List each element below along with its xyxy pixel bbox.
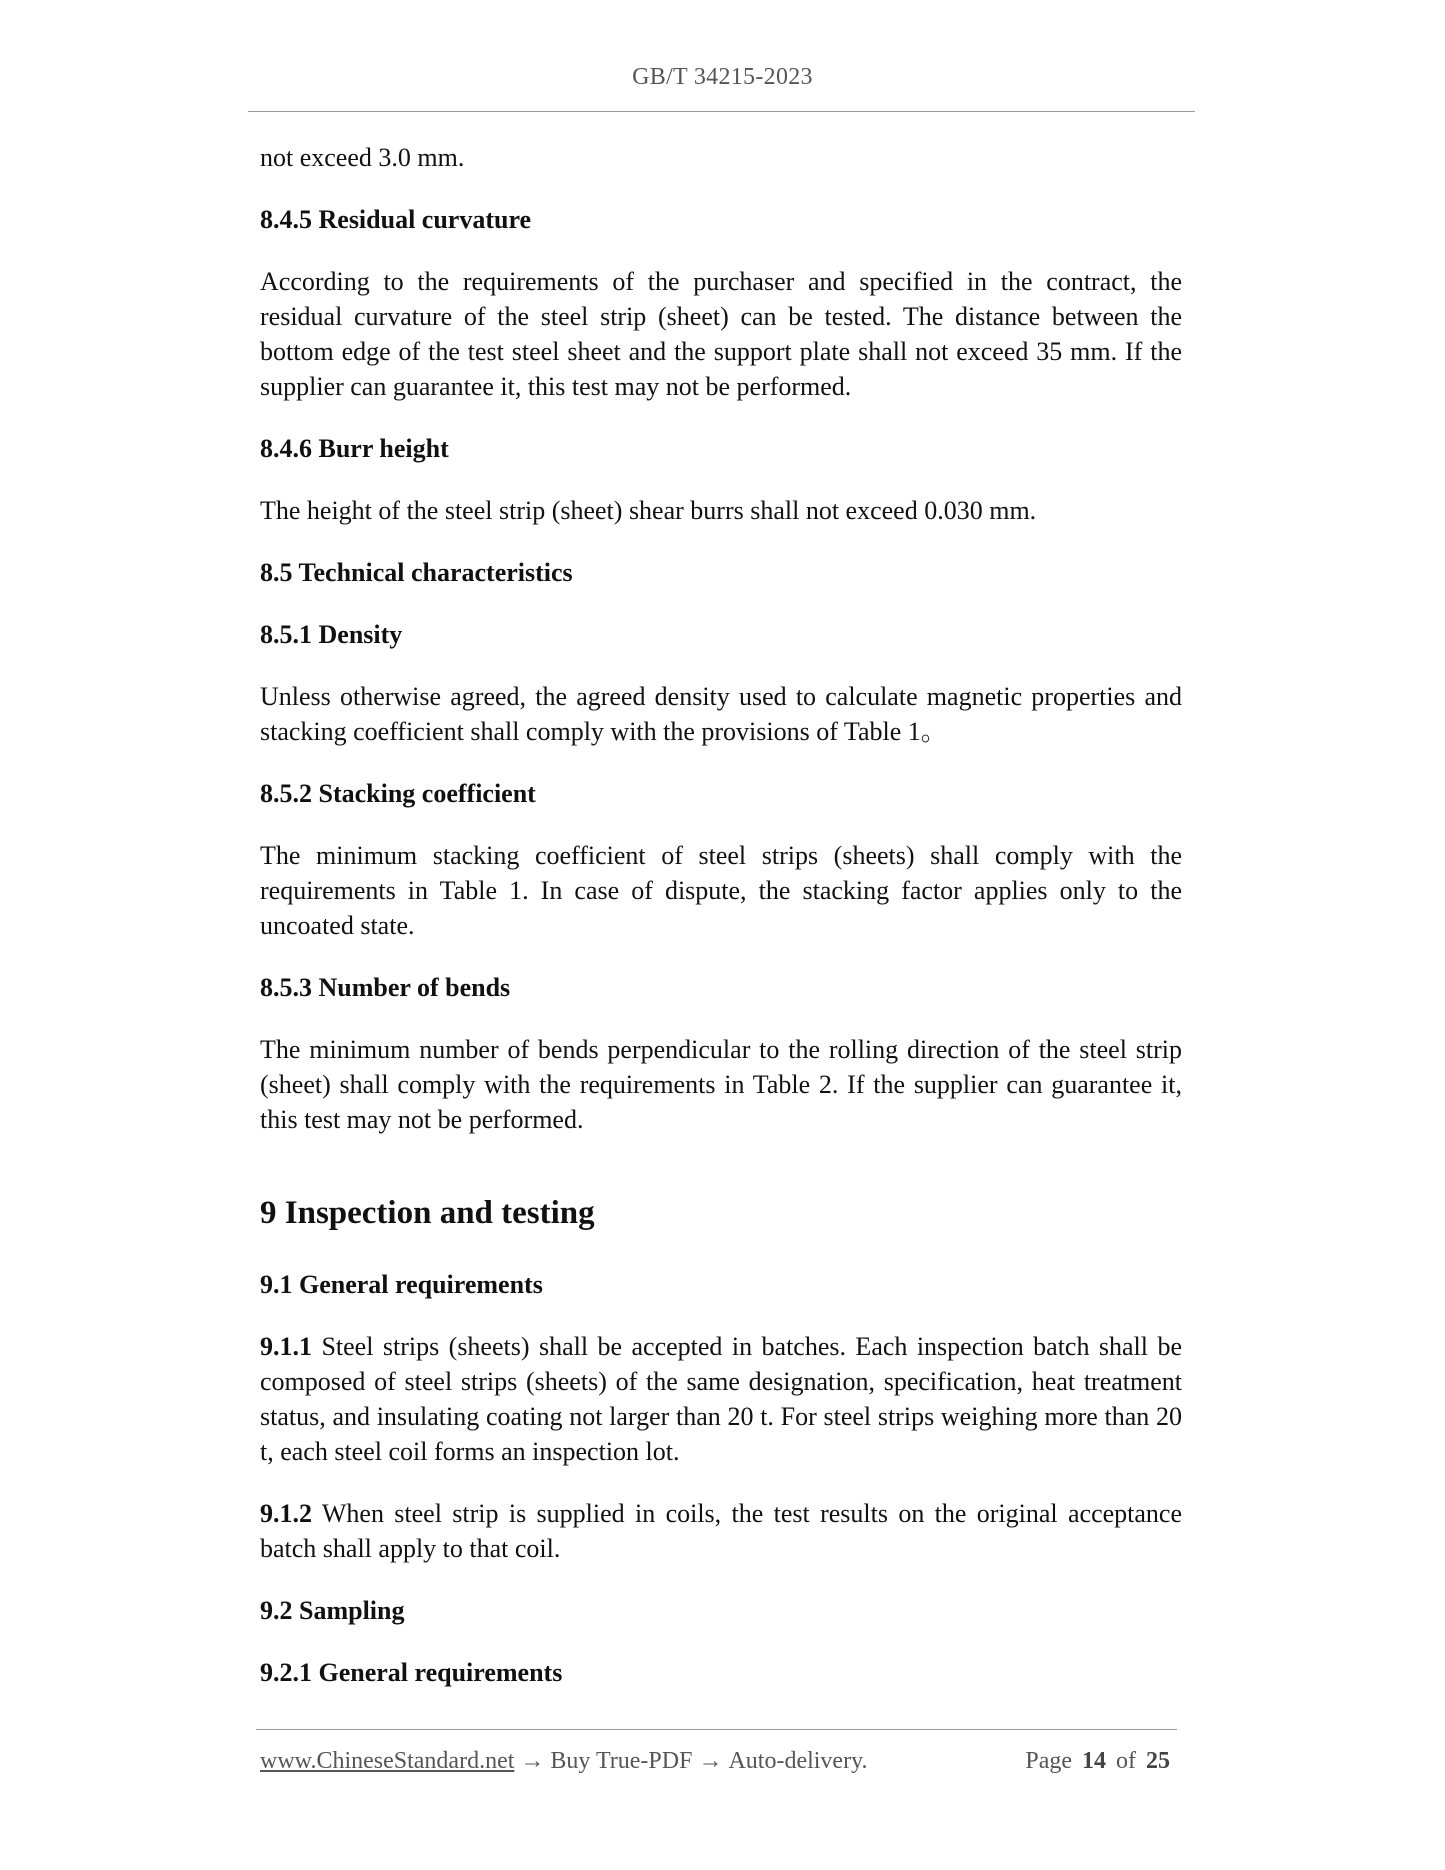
paragraph-8-4-5: According to the requirements of the purchaser and specified in the contract, the residual curvature of the steel strip (sheet) can be tested. The distance between the bottom edge of the test steel sheet and the support plate shall not exceed 35 mm. If the supplier can guarantee it, this test may not be performed. — [260, 267, 1182, 401]
paragraph-8-4-6: The height of the steel strip (sheet) shear burrs shall not exceed 0.030 mm. — [260, 496, 1037, 525]
clause-text-9-1-2: When steel strip is supplied in coils, the test results on the original acceptance batch shall apply to that coil. — [260, 1499, 1182, 1563]
page-total: 25 — [1146, 1748, 1170, 1774]
heading-8-4-6: 8.4.6 Burr height — [260, 434, 449, 463]
paragraph-9-1-1 — [260, 1329, 1182, 1469]
heading-8-5-2: 8.5.2 Stacking coefficient — [260, 779, 536, 808]
footer-divider — [256, 1729, 1177, 1730]
header-divider — [248, 111, 1195, 112]
heading-9-1: 9.1 General requirements — [260, 1270, 543, 1299]
heading-8-5-1: 8.5.1 Density — [260, 620, 403, 649]
heading-9-2-1: 9.2.1 General requirements — [260, 1658, 563, 1687]
page-indicator — [1025, 1748, 1174, 1775]
clause-text-9-1-1: Steel strips (sheets) shall be accepted in batches. Each inspection batch shall be composed of steel strips (sheets) of the same designation, specification, heat treatment status, and insulating coating not larger than 20 t. For steel strips weighing more than 20 t, each steel coil forms an inspection lot. — [260, 1332, 1182, 1466]
website-link[interactable]: www.ChineseStandard.net — [260, 1748, 515, 1774]
arrow-right-icon: → — [520, 1748, 545, 1774]
continuation-text: not exceed 3.0 mm. — [260, 143, 465, 172]
heading-9: 9 Inspection and testing — [260, 1195, 595, 1231]
heading-8-5: 8.5 Technical characteristics — [260, 558, 573, 587]
clause-number-9-1-2: 9.1.2 — [260, 1499, 312, 1528]
delivery-text: Auto-delivery. — [728, 1748, 868, 1774]
page-header-title: GB/T 34215-2023 — [632, 64, 813, 90]
paragraph-8-5-1: Unless otherwise agreed, the agreed density used to calculate magnetic properties and stacking coefficient shall comply with the provisions of Table 1。 — [260, 682, 1182, 746]
paragraph-8-5-2: The minimum stacking coefficient of steel strips (sheets) shall comply with the requirements in Table 1. In case of dispute, the stacking factor applies only to the uncoated state. — [260, 841, 1182, 940]
heading-9-2: 9.2 Sampling — [260, 1596, 405, 1625]
document-body — [260, 140, 1182, 1690]
of-label: of — [1116, 1748, 1136, 1774]
paragraph-8-5-3: The minimum number of bends perpendicular to the rolling direction of the steel strip (sheet) shall comply with the requirements in Table 2. If the supplier can guarantee it, this test may not be performed. — [260, 1035, 1182, 1134]
footer-promo — [260, 1748, 868, 1775]
paragraph-9-1-2 — [260, 1496, 1182, 1566]
arrow-right-icon: → — [698, 1748, 723, 1774]
heading-8-5-3: 8.5.3 Number of bends — [260, 973, 511, 1002]
clause-number-9-1-1: 9.1.1 — [260, 1332, 312, 1361]
buy-text: Buy True-PDF — [550, 1748, 693, 1774]
page-number: 14 — [1082, 1748, 1106, 1774]
page-label: Page — [1025, 1748, 1072, 1774]
heading-8-4-5: 8.4.5 Residual curvature — [260, 205, 532, 234]
